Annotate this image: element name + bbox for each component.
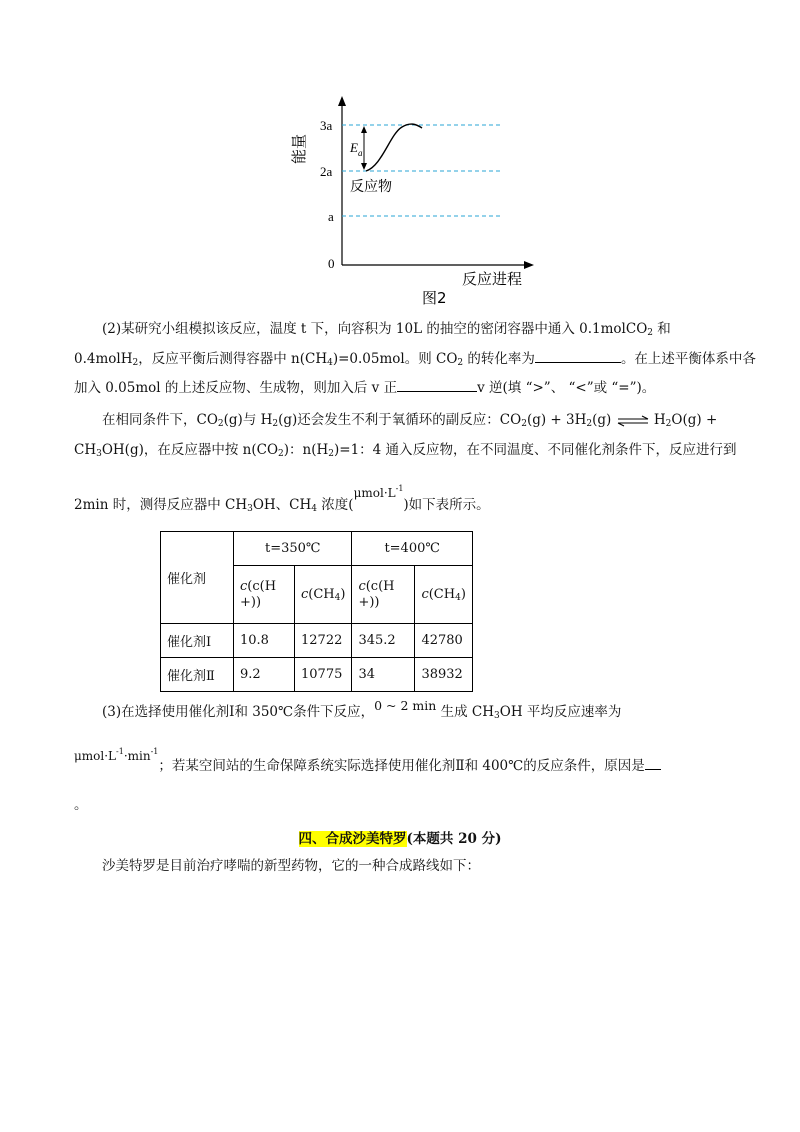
table-row — [161, 624, 473, 658]
y-axis-label: 能量 — [290, 133, 308, 164]
cell: 34 — [352, 658, 415, 692]
table-col-c-h-400: c(c(H +)) — [352, 566, 415, 624]
para3-line1: (3)在选择使用催化剂Ⅰ和 350℃条件下反应，0 ~ 2 min 生成 $CH_3OH$ 平均反应速率为 — [102, 698, 622, 721]
table-header-temp1: t=350℃ — [234, 532, 352, 566]
reactant-label: 反应物 — [350, 179, 392, 195]
cell: 10775 — [295, 658, 352, 692]
energy-diagram — [290, 90, 550, 310]
table-header-catalyst: 催化剂 — [161, 532, 234, 624]
table-col-c-h-350: c(c(H +)) — [234, 566, 295, 624]
row-catalyst-name: 催化剂Ⅰ — [161, 624, 234, 658]
tick-a: a — [328, 209, 334, 224]
answer-blank-v-compare[interactable] — [397, 378, 477, 392]
side-line1: 在相同条件下，$CO_2(g)$与 $H_2(g)$还会发生不利于氧循环的副反应：$CO_2(g) + 3H_2(g) H_2O(g)$ + — [102, 412, 718, 429]
answer-blank-conversion[interactable] — [535, 349, 621, 363]
table-row — [161, 658, 473, 692]
cell: 10.8 — [234, 624, 295, 658]
para2-line1: (2)某研究小组模拟该反应，温度 t 下，向容积为 10L 的抽空的密闭容器中通入 0.1molCO$_2$ 和 — [102, 321, 671, 338]
unit-umol-per-l: $\mu mol\cdot L^{-1}$ — [353, 484, 404, 500]
section4-intro: 沙美特罗是目前治疗哮喘的新型药物，它的一种合成路线如下： — [102, 858, 480, 874]
para2-line2: 0.4molH$_2$，反应平衡后测得容器中 $n(CH_4)=0.05mol$。则 $CO_2$ 的转化率为 。在上述平衡体系中各 — [74, 351, 756, 368]
ea-arrow-down — [361, 163, 367, 170]
para3-line2: $\mu mol\cdot L^{-1}\cdot\min^{-1}$；若某空间站的生命保障系统实际选择使用催化剂Ⅱ和 400℃的反应条件，原因是 — [74, 752, 661, 776]
tick-0: 0 — [328, 256, 335, 271]
table-header-temp2: t=400℃ — [352, 532, 472, 566]
cell: 9.2 — [234, 658, 295, 692]
cell: 42780 — [415, 624, 472, 658]
row-catalyst-name: 催化剂Ⅱ — [161, 658, 234, 692]
side-line3: 2min 时，测得反应器中 $CH_3OH$、$CH_4$ 浓度$(\mu mol\cdot L^{-1})$如下表所示。 — [74, 484, 490, 514]
answer-blank-reason[interactable] — [645, 756, 661, 770]
equilibrium-arrow-icon — [616, 415, 650, 427]
table-col-ch4-350: $c(CH_4)$ — [295, 566, 352, 624]
side-line2: $CH_3OH(g)$，在反应器中按 $n(CO_2)$：$n(H_2)=1$：4 通入反应物，在不同温度、不同催化剂条件下，反应进行到 — [74, 442, 737, 459]
tick-2a: 2a — [320, 164, 333, 179]
figure-caption: 图2 — [422, 289, 447, 307]
section4-title: 四、合成沙美特罗(本题共 20 分) — [298, 831, 502, 847]
unit-rate: $\mu mol\cdot L^{-1}\cdot\min^{-1}$ — [74, 747, 159, 763]
time-range: 0 ~ 2 min — [374, 698, 437, 713]
ea-label: $E_a$ — [350, 140, 363, 158]
tick-3a: 3a — [320, 118, 333, 133]
cell: 12722 — [295, 624, 352, 658]
x-axis-arrow — [524, 261, 534, 269]
reaction-curve — [366, 124, 422, 171]
para2-line3: 加入 0.05mol 的上述反应物、生成物，则加入后 v 正 v 逆(填 “>”、 “<”或 “=”)。 — [74, 380, 656, 396]
table-col-ch4-400: $c(CH_4)$ — [415, 566, 472, 624]
ea-arrow-up — [361, 126, 367, 133]
concentration-table — [160, 531, 473, 692]
cell: 38932 — [415, 658, 472, 692]
para3-line3: 。 — [74, 797, 88, 813]
cell: 345.2 — [352, 624, 415, 658]
y-axis-arrow — [338, 96, 346, 106]
x-axis-label: 反应进程 — [462, 270, 523, 288]
